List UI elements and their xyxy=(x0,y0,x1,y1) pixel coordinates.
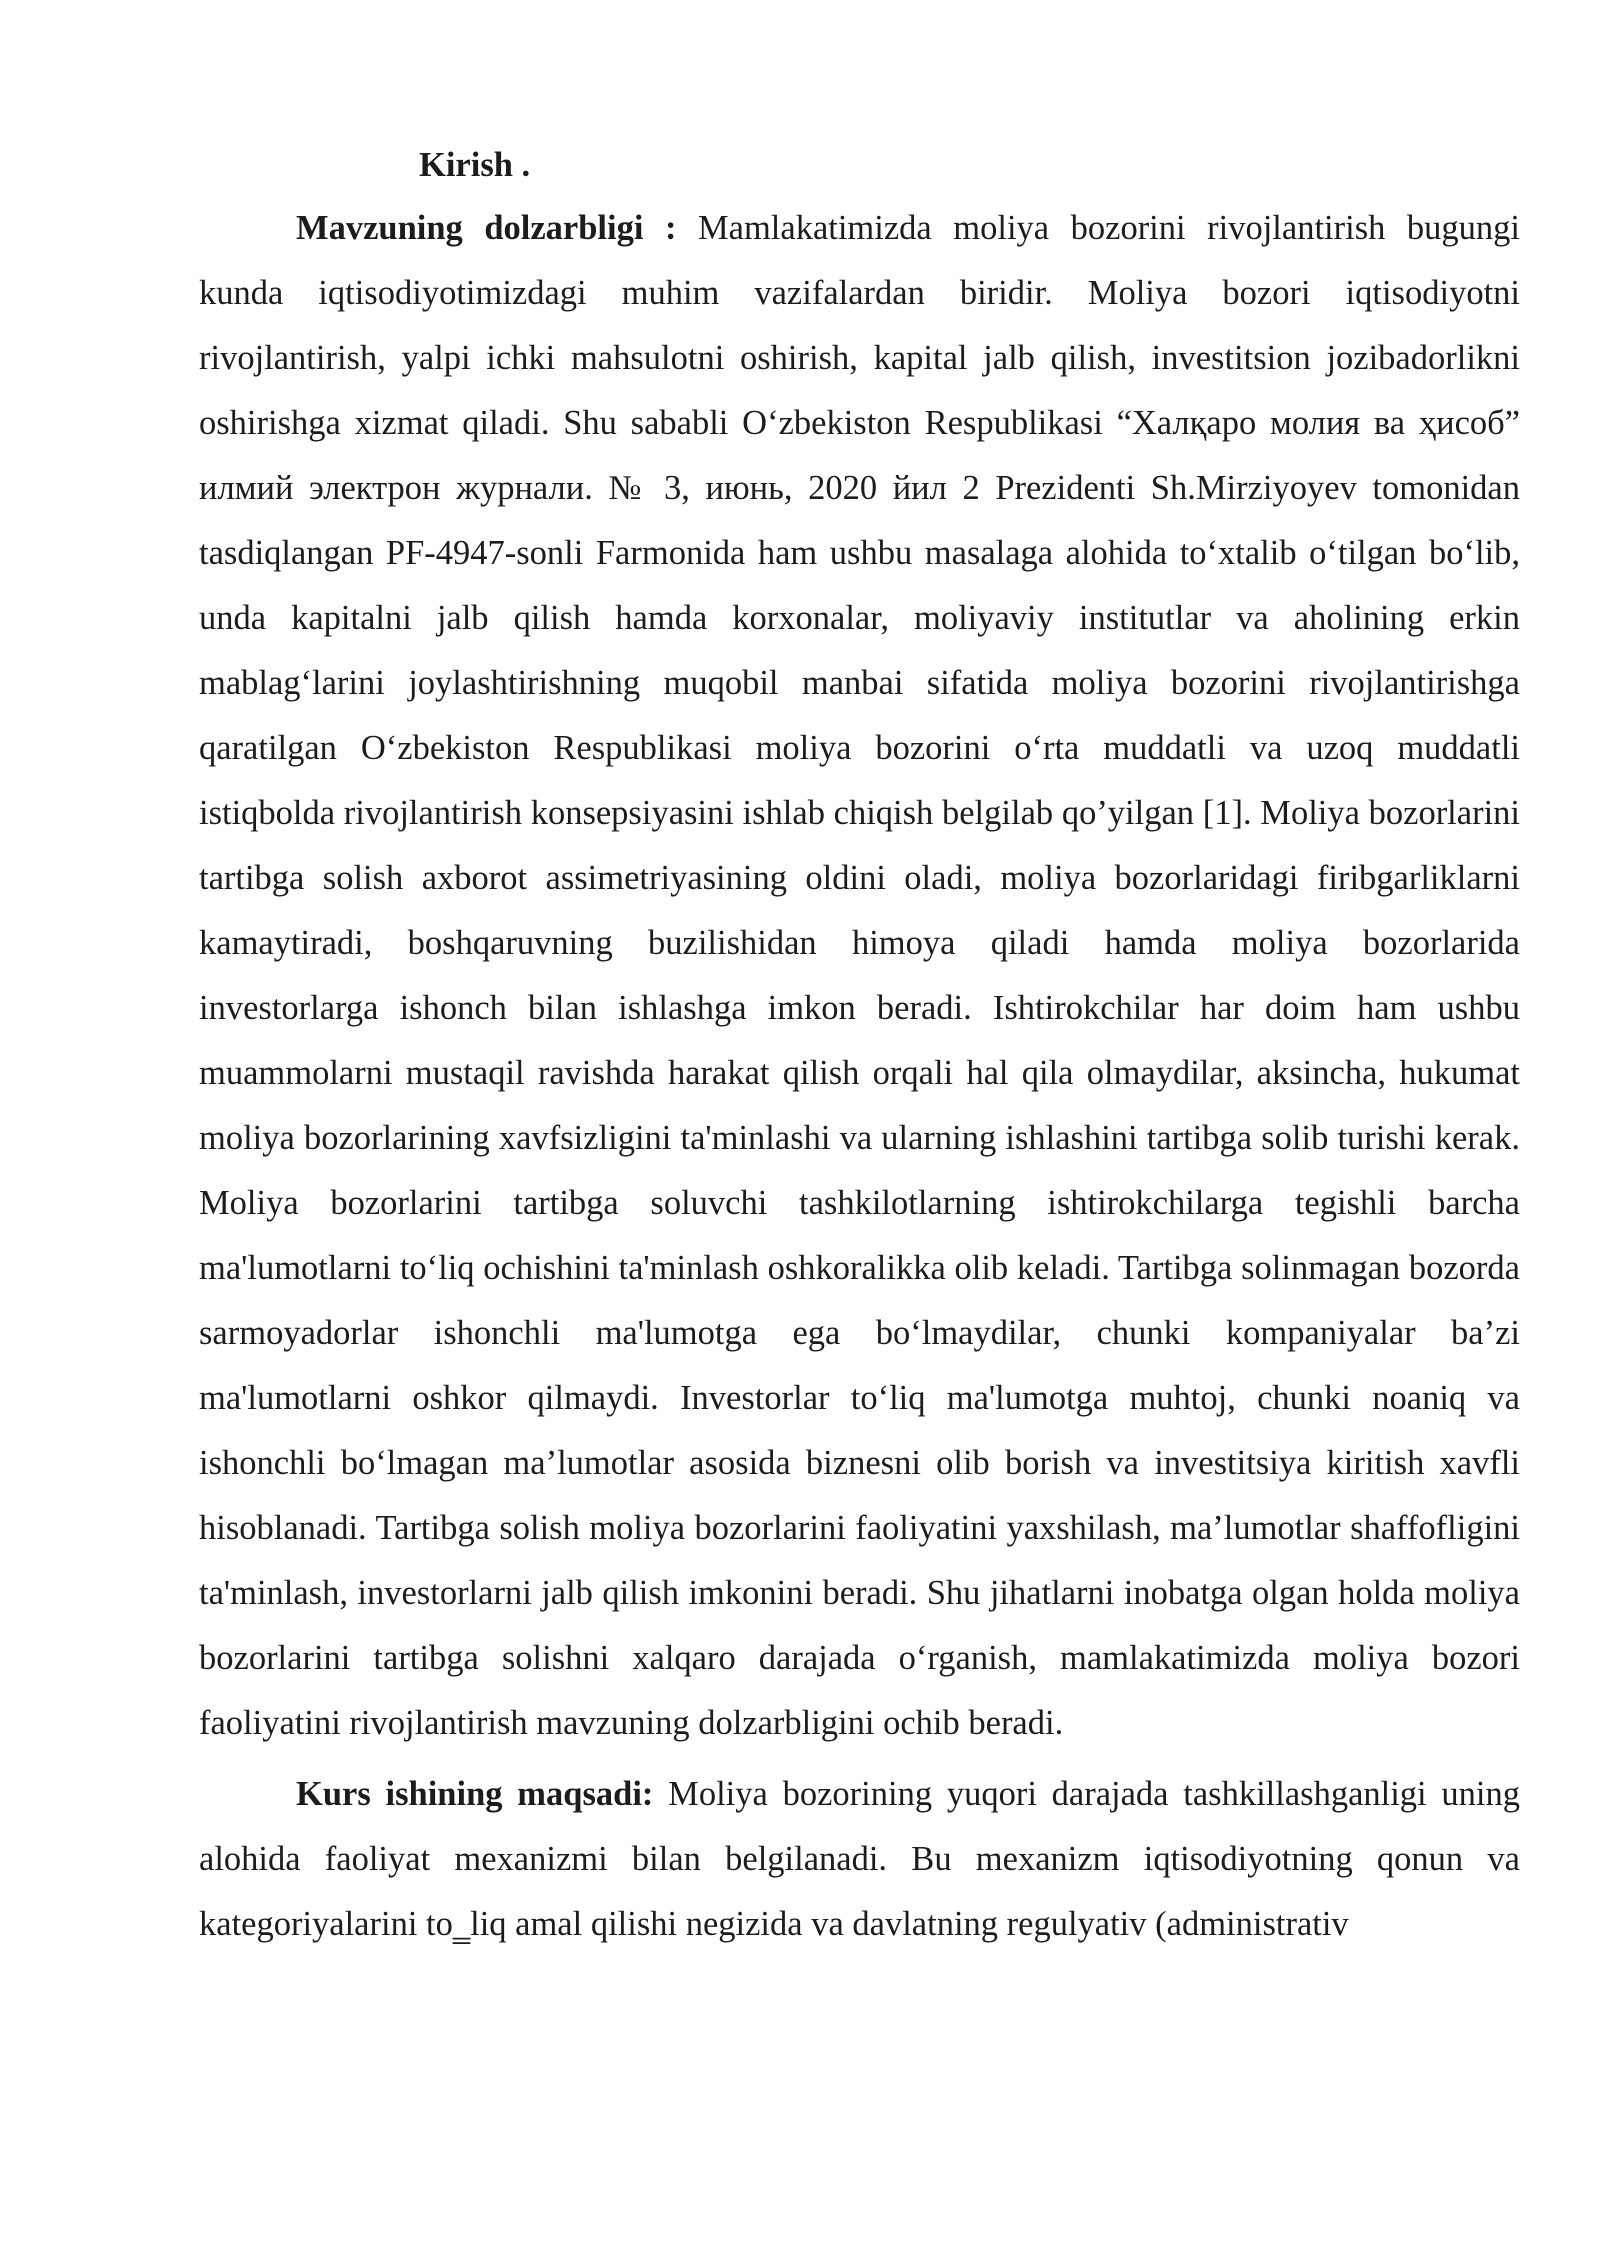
paragraph-lead: Kurs ishining maqsadi: xyxy=(296,1775,654,1813)
paragraph-lead: Mavzuning dolzarbligi : xyxy=(296,209,677,247)
relevance-paragraph xyxy=(199,196,1520,1756)
section-heading: Kirish . xyxy=(419,146,531,184)
goal-paragraph xyxy=(199,1762,1520,1957)
paragraph-text: Mamlakatimizda moliya bozorini rivojlantirish bugungi kunda iqtisodiyotimizdagi muhim vazifalardan biridir. Moliya bozori iqtisodiyotni rivojlantirish, yalpi ichki mahsulotni oshirish, kapital jalb qilish, investitsion jozibadorlikni oshirishga xizmat qiladi. Shu sababli O‘zbekiston Respublikasi “Халқаро молия ва ҳисоб” илмий электрон журнали. № 3, июнь, 2020 йил 2 Prezidenti Sh.Mirziyoyev tomonidan tasdiqlangan PF-4947-sonli Farmonida ham ushbu masalaga alohida to‘xtalib o‘tilgan bo‘lib, unda kapitalni jalb qilish hamda korxonalar, moliyaviy institutlar va aholining erkin mablag‘larini joylashtirishning muqobil manbai sifatida moliya bozorini rivojlantirishga qaratilgan O‘zbekiston Respublikasi moliya bozorini o‘rta muddatli va uzoq muddatli istiqbolda rivojlantirish konsepsiyasini ishlab chiqish belgilab qo’yilgan [1]. Moliya bozorlarini tartibga solish axborot assimetriyasining oldini oladi, moliya bozorlaridagi firibgarliklarni kamaytiradi, boshqaruvning buzilishidan himoya qiladi hamda moliya bozorlarida investorlarga ishonch bilan ishlashga imkon beradi. Ishtirokchilar har doim ham ushbu muammolarni mustaqil ravishda harakat qilish orqali hal qila olmaydilar, aksincha, hukumat moliya bozorlarining xavfsizligini ta'minlashi va ularning ishlashini tartibga solib turishi kerak. Moliya bozorlarini tartibga soluvchi tashkilotlarning ishtirokchilarga tegishli barcha ma'lumotlarni to‘liq ochishini ta'minlash oshkoralikka olib keladi. Tartibga solinmagan bozorda sarmoyadorlar ishonchli ma'lumotga ega bo‘lmaydilar, chunki kompaniyalar ba’zi ma'lumotlarni oshkor qilmaydi. Investorlar to‘liq ma'lumotga muhtoj, chunki noaniq va ishonchli bo‘lmagan ma’lumotlar asosida biznesni olib borish va investitsiya kiritish xavfli hisoblanadi. Tartibga solish moliya bozorlarini faoliyatini yaxshilash, ma’lumotlar shaffofligini ta'minlash, investorlarni jalb qilish imkonini beradi. Shu jihatlarni inobatga olgan holda moliya bozorlarini tartibga solishni xalqaro darajada o‘rganish, mamlakatimizda moliya bozori faoliyatini rivojlantirish mavzuning dolzarbligini ochib beradi. xyxy=(199,209,1520,1742)
paragraph-text: Moliya bozorining yuqori darajada tashkillashganligi uning alohida faoliyat mexanizmi bilan belgilanadi. Bu mexanizm iqtisodiyotning qonun va kategoriyalarini to‗liq amal qilishi negizida va davlatning regulyativ (administrativ xyxy=(199,1775,1520,1943)
document-body xyxy=(199,146,1520,1957)
